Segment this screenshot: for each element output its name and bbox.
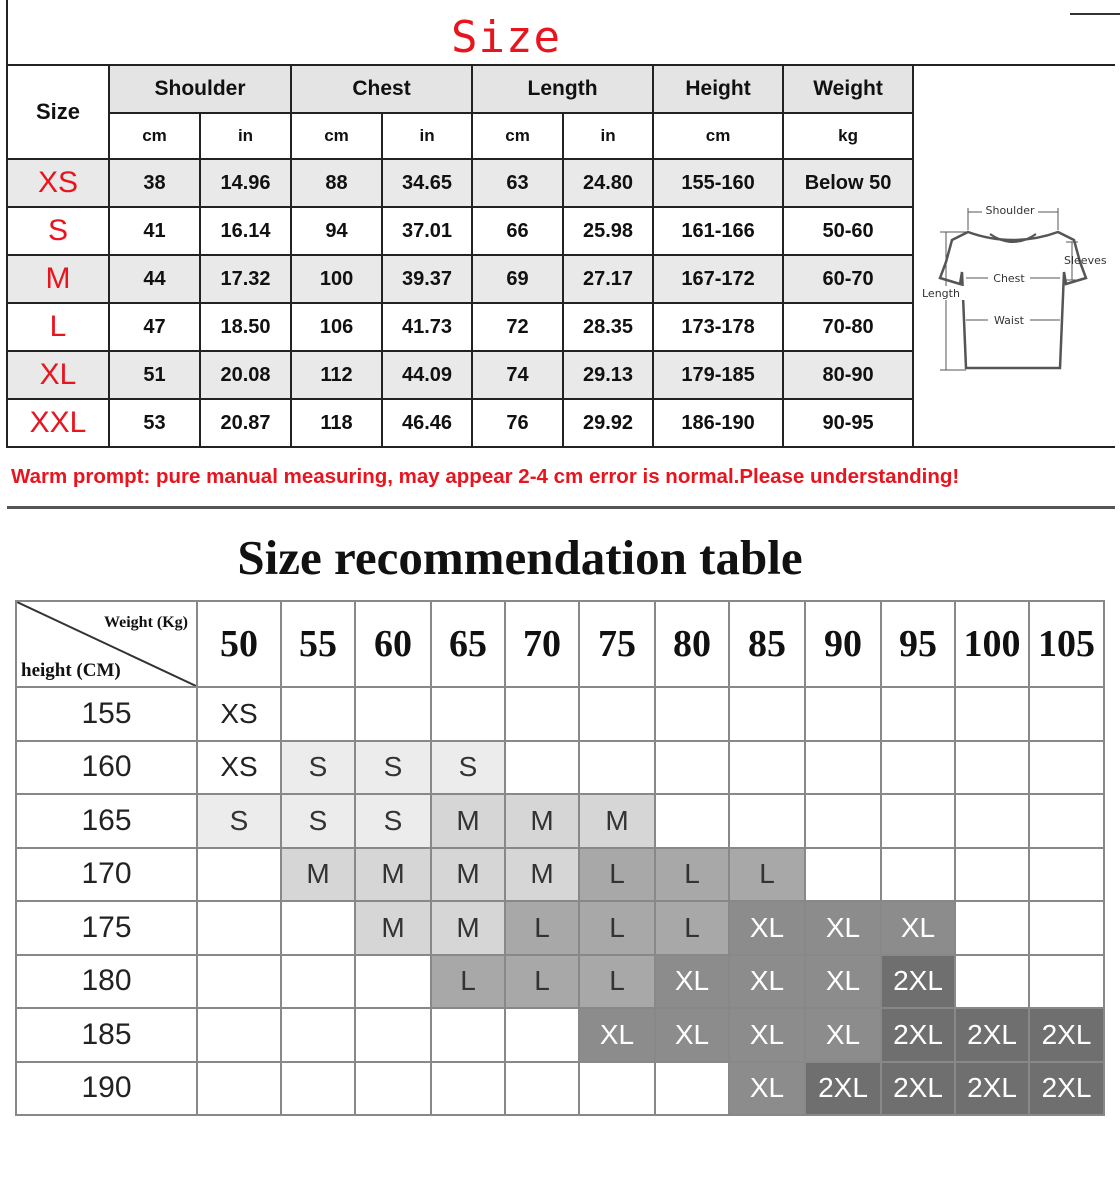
height-row-label: 160 (16, 741, 197, 795)
recommended-size-cell (729, 687, 805, 741)
recommended-size-cell (1029, 955, 1104, 1009)
recommended-size-cell (805, 848, 881, 902)
recommended-size-cell: L (505, 901, 579, 955)
measurement-warning: Warm prompt: pure manual measuring, may appear 2-4 cm error is normal.Please understanding! (7, 447, 1115, 507)
recommended-size-cell: L (655, 901, 729, 955)
recommended-size-cell: XL (729, 1008, 805, 1062)
recommended-size-cell (281, 1008, 355, 1062)
size-value: 155-160 (653, 159, 783, 207)
size-label: XS (7, 159, 109, 207)
recommended-size-cell (579, 687, 655, 741)
weight-column-header: 90 (805, 601, 881, 687)
size-label: S (7, 207, 109, 255)
size-label: XXL (7, 399, 109, 447)
recommended-size-cell: XL (729, 901, 805, 955)
unit-label: cm (109, 113, 200, 159)
recommended-size-cell (805, 741, 881, 795)
recommended-size-cell (197, 1062, 281, 1116)
recommended-size-cell: XS (197, 741, 281, 795)
size-value: 179-185 (653, 351, 783, 399)
chest-header: Chest (291, 65, 472, 113)
size-value: 88 (291, 159, 382, 207)
recommendation-row (16, 848, 1104, 902)
size-value: 44 (109, 255, 200, 303)
recommended-size-cell (505, 1062, 579, 1116)
recommended-size-cell (955, 848, 1029, 902)
recommended-size-cell: 2XL (881, 1008, 955, 1062)
recommended-size-cell (1029, 741, 1104, 795)
recommended-size-cell (805, 794, 881, 848)
recommendation-row (16, 794, 1104, 848)
recommended-size-cell: S (355, 794, 431, 848)
recommended-size-cell (655, 741, 729, 795)
size-value: 70-80 (783, 303, 913, 351)
height-row-label: 180 (16, 955, 197, 1009)
recommended-size-cell: 2XL (955, 1062, 1029, 1116)
recommended-size-cell (1029, 901, 1104, 955)
size-value: 90-95 (783, 399, 913, 447)
recommended-size-cell (281, 1062, 355, 1116)
size-value: 76 (472, 399, 563, 447)
recommendation-table (15, 600, 1105, 1116)
recommendation-corner (16, 601, 197, 687)
unit-label: in (563, 113, 653, 159)
recommended-size-cell: S (197, 794, 281, 848)
recommended-size-cell (805, 687, 881, 741)
recommended-size-cell: M (505, 794, 579, 848)
size-value: 28.35 (563, 303, 653, 351)
size-value: 118 (291, 399, 382, 447)
recommended-size-cell: M (431, 794, 505, 848)
size-value: 18.50 (200, 303, 291, 351)
recommended-size-cell (955, 901, 1029, 955)
height-row-label: 170 (16, 848, 197, 902)
recommended-size-cell: XL (805, 1008, 881, 1062)
diagram-waist-label: Waist (993, 314, 1025, 327)
recommended-size-cell: M (355, 848, 431, 902)
size-value: 20.87 (200, 399, 291, 447)
recommended-size-cell (655, 687, 729, 741)
size-value: Below 50 (783, 159, 913, 207)
weight-column-header: 50 (197, 601, 281, 687)
size-value: 20.08 (200, 351, 291, 399)
recommended-size-cell (505, 1008, 579, 1062)
recommended-size-cell (729, 794, 805, 848)
recommended-size-cell: XL (655, 955, 729, 1009)
recommended-size-cell: 2XL (881, 1062, 955, 1116)
recommended-size-cell (197, 955, 281, 1009)
recommended-size-cell: XL (579, 1008, 655, 1062)
recommended-size-cell (955, 741, 1029, 795)
recommended-size-cell (355, 955, 431, 1009)
size-value: 167-172 (653, 255, 783, 303)
recommended-size-cell (355, 1008, 431, 1062)
size-value: 161-166 (653, 207, 783, 255)
size-value: 27.17 (563, 255, 653, 303)
recommended-size-cell (655, 794, 729, 848)
recommended-size-cell (579, 741, 655, 795)
recommended-size-cell: L (655, 848, 729, 902)
weight-column-header: 105 (1029, 601, 1104, 687)
diagram-chest-label: Chest (993, 272, 1025, 285)
recommended-size-cell: M (355, 901, 431, 955)
recommended-size-cell: XL (805, 955, 881, 1009)
recommended-size-cell (281, 955, 355, 1009)
recommended-size-cell (281, 901, 355, 955)
recommended-size-cell: XL (729, 1062, 805, 1116)
size-value: 60-70 (783, 255, 913, 303)
height-row-label: 190 (16, 1062, 197, 1116)
recommended-size-cell (955, 687, 1029, 741)
recommended-size-cell (197, 848, 281, 902)
recommended-size-cell: L (579, 955, 655, 1009)
recommended-size-cell (881, 687, 955, 741)
recommended-size-cell: XL (655, 1008, 729, 1062)
height-header: Height (653, 65, 783, 113)
weight-column-header: 65 (431, 601, 505, 687)
recommended-size-cell: M (579, 794, 655, 848)
unit-label: kg (783, 113, 913, 159)
size-label: M (7, 255, 109, 303)
diagram-shoulder-label: Shoulder (985, 204, 1035, 217)
recommended-size-cell: S (281, 741, 355, 795)
recommended-size-cell: XL (805, 901, 881, 955)
size-column-header: Size (7, 65, 109, 159)
size-value: 25.98 (563, 207, 653, 255)
recommended-size-cell: XL (881, 901, 955, 955)
recommendation-row (16, 1008, 1104, 1062)
recommended-size-cell: L (579, 848, 655, 902)
size-value: 39.37 (382, 255, 472, 303)
recommended-size-cell (431, 687, 505, 741)
unit-label: cm (291, 113, 382, 159)
size-value: 24.80 (563, 159, 653, 207)
size-value: 29.92 (563, 399, 653, 447)
weight-column-header: 75 (579, 601, 655, 687)
recommended-size-cell (955, 794, 1029, 848)
size-value: 186-190 (653, 399, 783, 447)
recommended-size-cell: L (505, 955, 579, 1009)
recommended-size-cell (197, 901, 281, 955)
recommended-size-cell: L (729, 848, 805, 902)
size-value: 50-60 (783, 207, 913, 255)
recommendation-row (16, 687, 1104, 741)
length-header: Length (472, 65, 653, 113)
recommended-size-cell (579, 1062, 655, 1116)
recommended-size-cell: 2XL (805, 1062, 881, 1116)
recommended-size-cell (955, 955, 1029, 1009)
recommended-size-cell: S (355, 741, 431, 795)
diagram-length-label: Length (922, 287, 960, 300)
weight-column-header: 70 (505, 601, 579, 687)
size-value: 41 (109, 207, 200, 255)
size-value: 44.09 (382, 351, 472, 399)
recommended-size-cell (505, 741, 579, 795)
weight-column-header: 60 (355, 601, 431, 687)
size-label: L (7, 303, 109, 351)
recommended-size-cell (281, 687, 355, 741)
weight-axis-label: Weight (Kg) (104, 614, 188, 631)
recommended-size-cell: XL (729, 955, 805, 1009)
recommended-size-cell: 2XL (1029, 1008, 1104, 1062)
size-value: 37.01 (382, 207, 472, 255)
size-value: 34.65 (382, 159, 472, 207)
recommended-size-cell: 2XL (881, 955, 955, 1009)
recommended-size-cell (655, 1062, 729, 1116)
size-value: 100 (291, 255, 382, 303)
size-value: 47 (109, 303, 200, 351)
shoulder-header: Shoulder (109, 65, 291, 113)
size-value: 69 (472, 255, 563, 303)
recommended-size-cell (197, 1008, 281, 1062)
size-value: 112 (291, 351, 382, 399)
recommended-size-cell: 2XL (955, 1008, 1029, 1062)
recommended-size-cell: M (281, 848, 355, 902)
recommended-size-cell: M (431, 901, 505, 955)
recommended-size-cell: S (281, 794, 355, 848)
tshirt-diagram-icon (918, 200, 1118, 380)
size-value: 66 (472, 207, 563, 255)
diagram-sleeves-label: Sleeves (1064, 254, 1107, 267)
recommendation-row (16, 741, 1104, 795)
recommendation-row (16, 901, 1104, 955)
size-value: 80-90 (783, 351, 913, 399)
weight-column-header: 100 (955, 601, 1029, 687)
size-chart-title: Size (451, 12, 561, 63)
recommended-size-cell (881, 794, 955, 848)
recommended-size-cell (1029, 687, 1104, 741)
recommended-size-cell (1029, 794, 1104, 848)
recommended-size-cell (355, 687, 431, 741)
size-value: 16.14 (200, 207, 291, 255)
size-value: 51 (109, 351, 200, 399)
size-value: 46.46 (382, 399, 472, 447)
recommendation-row (16, 1062, 1104, 1116)
height-row-label: 165 (16, 794, 197, 848)
weight-header: Weight (783, 65, 913, 113)
height-row-label: 175 (16, 901, 197, 955)
size-label: XL (7, 351, 109, 399)
weight-column-header: 95 (881, 601, 955, 687)
size-value: 17.32 (200, 255, 291, 303)
unit-label: in (382, 113, 472, 159)
recommended-size-cell: S (431, 741, 505, 795)
recommended-size-cell: M (431, 848, 505, 902)
unit-label: cm (472, 113, 563, 159)
size-value: 74 (472, 351, 563, 399)
size-value: 94 (291, 207, 382, 255)
recommended-size-cell: L (431, 955, 505, 1009)
recommendation-body (16, 687, 1104, 1115)
size-value: 63 (472, 159, 563, 207)
recommended-size-cell (1029, 848, 1104, 902)
recommended-size-cell: M (505, 848, 579, 902)
size-value: 173-178 (653, 303, 783, 351)
recommended-size-cell (431, 1062, 505, 1116)
weight-column-header: 55 (281, 601, 355, 687)
unit-label: in (200, 113, 291, 159)
size-value: 41.73 (382, 303, 472, 351)
recommended-size-cell: L (579, 901, 655, 955)
size-value: 29.13 (563, 351, 653, 399)
unit-label: cm (653, 113, 783, 159)
height-row-label: 155 (16, 687, 197, 741)
recommendation-title: Size recommendation table (237, 530, 803, 585)
recommended-size-cell (881, 848, 955, 902)
size-value: 38 (109, 159, 200, 207)
recommended-size-cell: XS (197, 687, 281, 741)
recommended-size-cell: 2XL (1029, 1062, 1104, 1116)
size-chart (0, 0, 1120, 510)
recommended-size-cell (355, 1062, 431, 1116)
size-value: 14.96 (200, 159, 291, 207)
recommended-size-cell (431, 1008, 505, 1062)
height-row-label: 185 (16, 1008, 197, 1062)
weight-column-header: 85 (729, 601, 805, 687)
size-value: 72 (472, 303, 563, 351)
size-value: 106 (291, 303, 382, 351)
top-right-rule (1070, 13, 1120, 15)
recommended-size-cell (881, 741, 955, 795)
weight-column-header: 80 (655, 601, 729, 687)
size-value: 53 (109, 399, 200, 447)
recommended-size-cell (729, 741, 805, 795)
recommendation-row (16, 955, 1104, 1009)
recommended-size-cell (505, 687, 579, 741)
height-axis-label: height (CM) (21, 660, 121, 681)
